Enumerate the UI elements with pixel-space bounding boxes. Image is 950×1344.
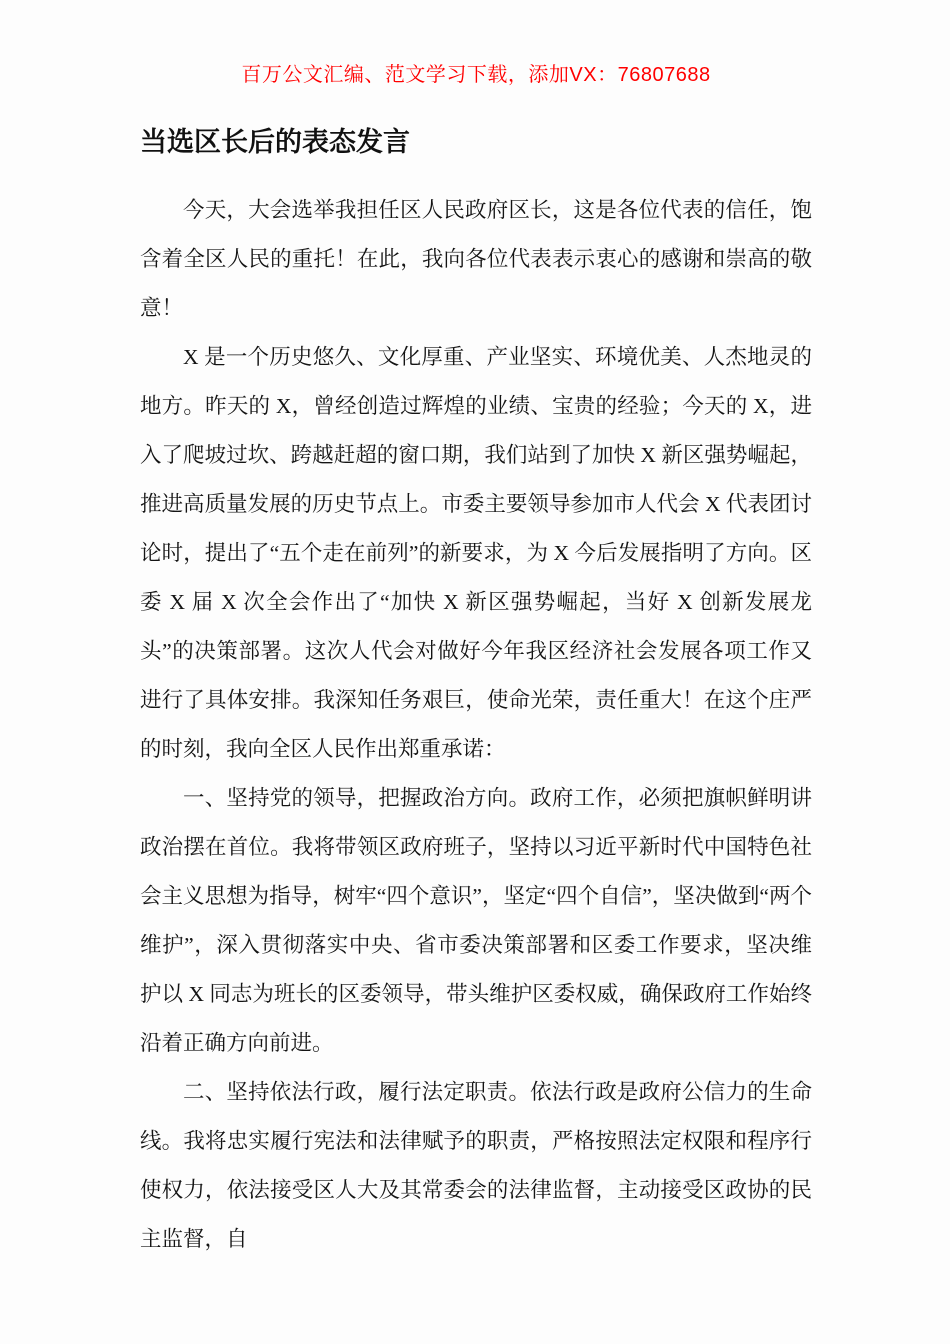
- promo-banner-text: 百万公文汇编、范文学习下载，添加VX：76807688: [241, 64, 711, 86]
- paragraph-point-two: 二、坚持依法行政，履行法定职责。依法行政是政府公信力的生命线。我将忠实履行宪法和法律赋予的职责，严格按照法定权限和程序行使权力，依法接受区人大及其常委会的法律监督，主动接受区政协的民主监督，自: [140, 1080, 812, 1251]
- paragraph-background: X 是一个历史悠久、文化厚重、产业坚实、环境优美、人杰地灵的地方。昨天的 X，曾经创造过辉煌的业绩、宝贵的经验；今天的 X，进入了爬坡过坎、跨越赶超的窗口期，我们站到了加快 X 新区强势崛起，推进高质量发展的历史节点上。市委主要领导参加市人代会 X 代表团讨论时，提出了“五个走在前列”的新要求，为 X 今后发展指明了方向。区委 X 届 X 次全会作出了“加快 X 新区强势崛起，当好 X 创新发展龙头”的决策部署。这次人代会对做好今年我区经济社会发展各项工作又进行了具体安排。我深知任务艰巨，使命光荣，责任重大！在这个庄严的时刻，我向全区人民作出郑重承诺：: [140, 345, 812, 761]
- paragraph-point-one: 一、坚持党的领导，把握政治方向。政府工作，必须把旗帜鲜明讲政治摆在首位。我将带领区政府班子，坚持以习近平新时代中国特色社会主义思想为指导，树牢“四个意识”，坚定“四个自信”，坚决做到“两个维护”，深入贯彻落实中央、省市委决策部署和区委工作要求，坚决维护以 X 同志为班长的区委领导，带头维护区委权威，确保政府工作始终沿着正确方向前进。: [140, 786, 812, 1055]
- paragraph-intro: 今天，大会选举我担任区人民政府区长，这是各位代表的信任，饱含着全区人民的重托！在此，我向各位代表表示衷心的感谢和崇高的敬意！: [140, 198, 812, 320]
- document-title: 当选区长后的表态发言: [140, 127, 410, 157]
